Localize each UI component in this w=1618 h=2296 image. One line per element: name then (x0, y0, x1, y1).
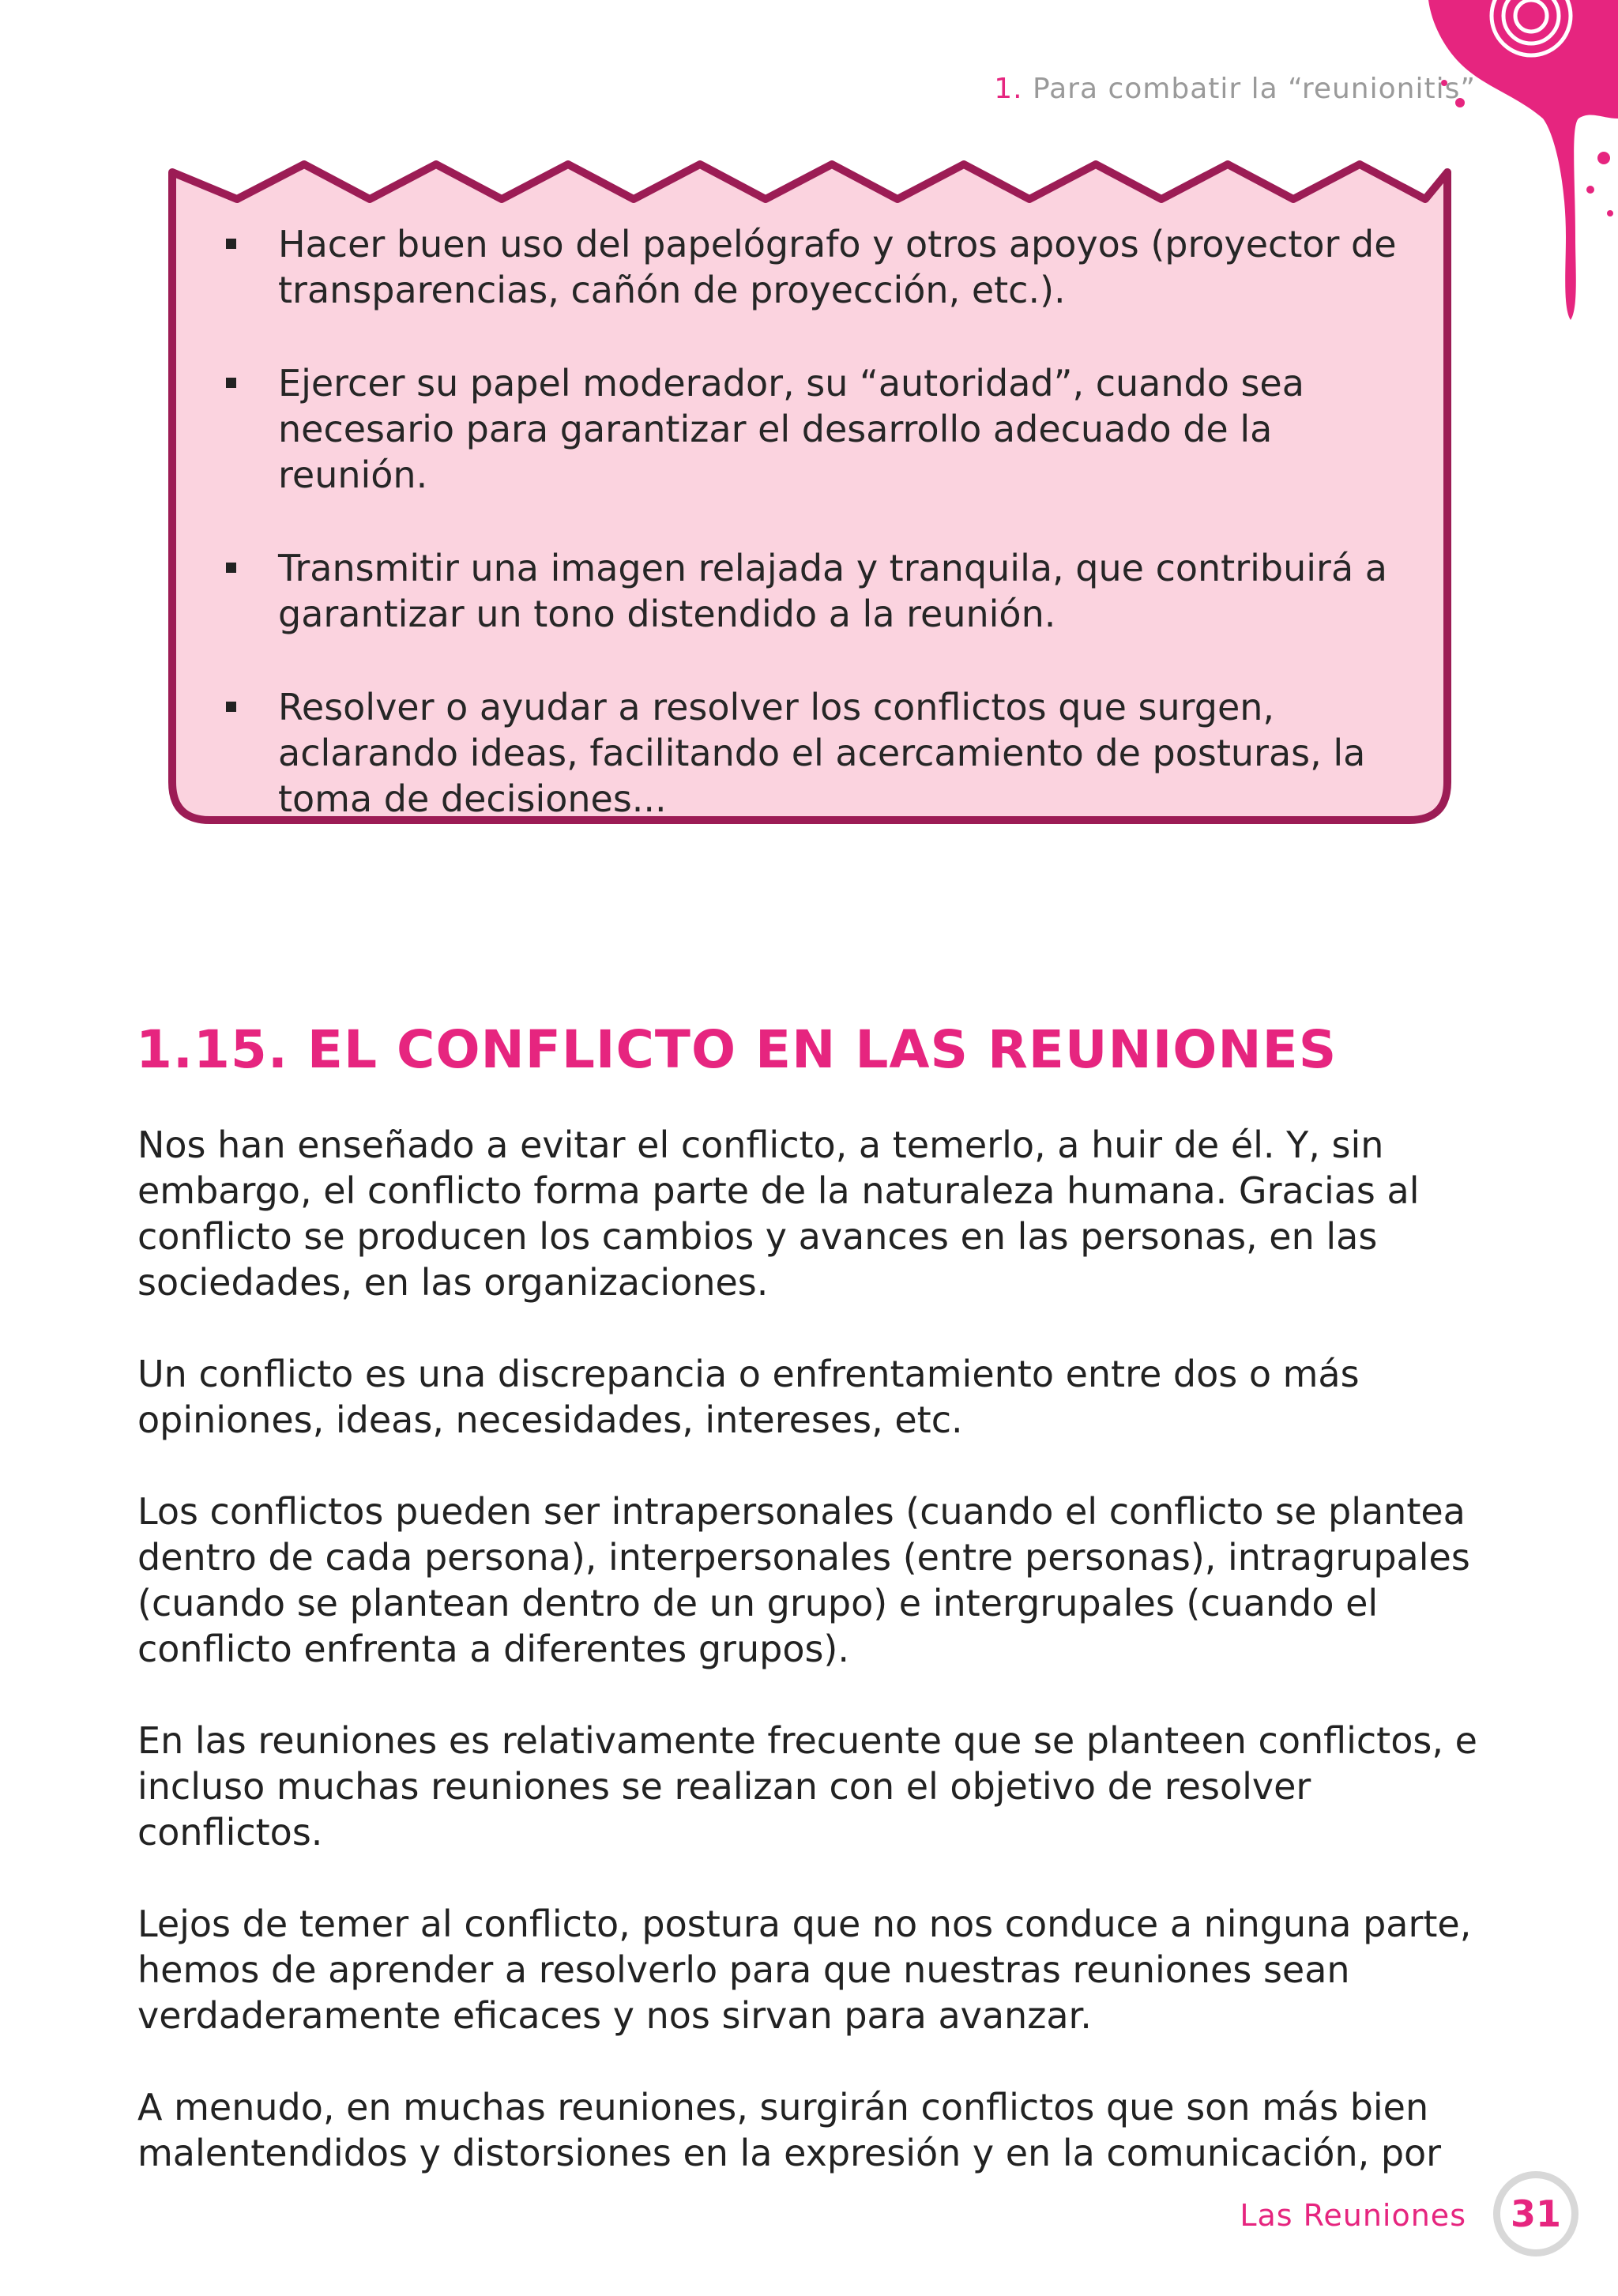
page-number-badge (1493, 2171, 1578, 2256)
tip-box (166, 158, 1454, 828)
body-paragraph: En las reuniones es relativamente frecuente que se planteen conflictos, e incluso muchas reuniones se realizan con el objetivo de resolver conflictos. (137, 1719, 1477, 1854)
section-title: 1.15. EL CONFLICTO EN LAS REUNIONES (136, 1019, 1338, 1080)
tip-text: Resolver o ayudar a resolver los conflictos que surgen, aclarando ideas, facilitando el acercamiento de posturas, la toma de decisiones... (278, 686, 1366, 820)
tip-item (223, 684, 1408, 822)
body-paragraph: Los conflictos pueden ser intrapersonales (cuando el conflicto se plantea dentro de cada persona), interpersonales (entre personas), intragrupales (cuando se plantean dentro de un grupo) e intergrupales (cuando el conflicto enfrenta a diferentes grupos). (137, 1490, 1470, 1670)
section-body (137, 1122, 1496, 2222)
tip-item (223, 221, 1408, 313)
body-paragraph: Nos han enseñado a evitar el conflicto, a temerlo, a huir de él. Y, sin embargo, el conflicto forma parte de la naturaleza humana. Gracias al conflicto se producen los cambios y avances en las personas, en las sociedades, en las organizaciones. (137, 1124, 1420, 1304)
square-bullet-icon (226, 239, 236, 249)
square-bullet-icon (226, 378, 236, 388)
footer-book-title: Las Reuniones (1240, 2198, 1466, 2233)
body-paragraph: Lejos de temer al conflicto, postura que no nos conduce a ninguna parte, hemos de aprender a resolverlo para que nuestras reuniones sean verdaderamente eficaces y nos sirvan para avanzar. (137, 1903, 1472, 2037)
tip-text: Transmitir una imagen relajada y tranquila, que contribuirá a garantizar un tono distendido a la reunión. (278, 547, 1387, 635)
page-number: 31 (1500, 2178, 1571, 2249)
tip-text: Hacer buen uso del papelógrafo y otros apoyos (proyector de transparencias, cañón de proyección, etc.). (278, 223, 1397, 311)
square-bullet-icon (226, 702, 236, 712)
body-paragraph: A menudo, en muchas reuniones, surgirán conflictos que son más bien malentendidos y distorsiones en la expresión y en la comunicación, por (137, 2086, 1442, 2174)
tip-item (223, 360, 1408, 498)
tip-list (223, 221, 1408, 869)
running-header (994, 73, 1476, 105)
chapter-number: 1. (994, 73, 1023, 105)
chapter-title: Para combatir la “reunionitis” (1033, 73, 1476, 105)
body-paragraph: Un conflicto es una discrepancia o enfrentamiento entre dos o más opiniones, ideas, necesidades, intereses, etc. (137, 1353, 1360, 1441)
tip-text: Ejercer su papel moderador, su “autoridad”, cuando sea necesario para garantizar el desarrollo adecuado de la reunión. (278, 362, 1304, 496)
square-bullet-icon (226, 563, 236, 573)
tip-item (223, 545, 1408, 637)
